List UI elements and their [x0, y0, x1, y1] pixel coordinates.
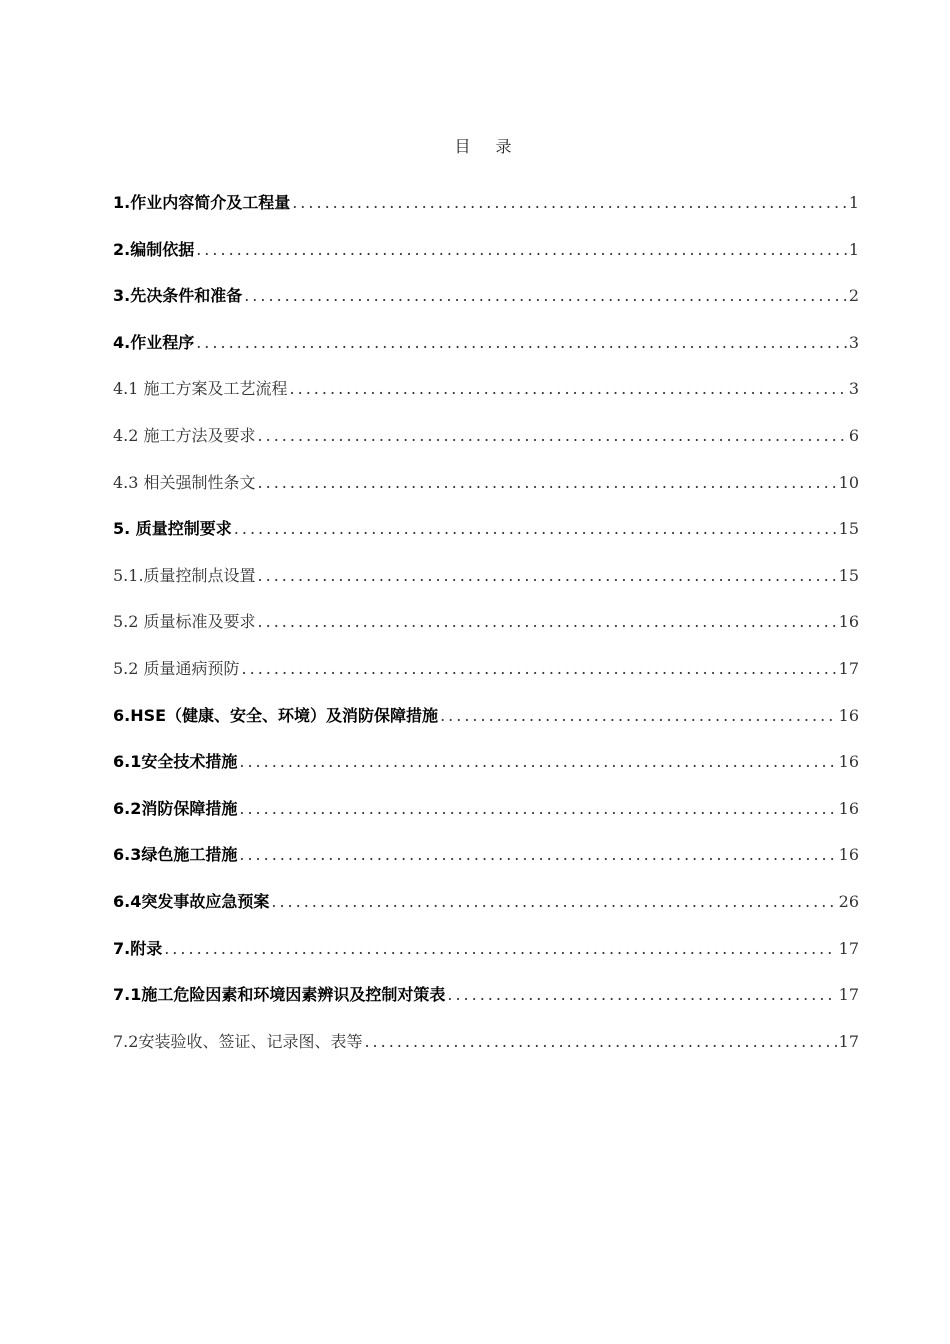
toc-entry[interactable] [113, 699, 859, 746]
toc-entry-label: 6.4突发事故应急预案 [113, 891, 270, 911]
toc-entry-label: 6.2消防保障措施 [113, 798, 238, 818]
toc-dot-leader [239, 838, 836, 872]
toc-entry[interactable] [113, 792, 859, 839]
toc-entry-label: 6.3绿色施工措施 [113, 845, 238, 865]
toc-entry-label: 6.HSE（健康、安全、环境）及消防保障措施 [113, 705, 439, 725]
toc-entry-label: 7.2安装验收、签证、记录图、表等 [113, 1031, 363, 1051]
toc-dot-leader [234, 512, 837, 546]
toc-entry-label: 1.作业内容简介及工程量 [113, 193, 291, 212]
toc-entry-label: 5.2 质量通病预防 [113, 658, 240, 678]
toc-entry[interactable] [113, 605, 859, 652]
toc-dot-leader [244, 279, 847, 313]
toc-entry[interactable] [113, 652, 859, 699]
toc-page-number: 16 [838, 705, 859, 725]
toc-dot-leader [242, 652, 837, 686]
toc-entry[interactable] [113, 745, 859, 792]
toc-entry-label: 7.1施工危险因素和环境因素辨识及控制对策表 [113, 985, 446, 1005]
toc-entry[interactable] [113, 419, 859, 466]
toc-dot-leader [258, 419, 847, 453]
toc-entry-label: 3.先决条件和准备 [113, 286, 243, 306]
toc-dot-leader [440, 699, 837, 733]
toc-page-number: 16 [838, 752, 859, 772]
toc-entry-label: 2.编制依据 [113, 239, 195, 259]
toc-page-number: 6 [848, 425, 859, 445]
toc-entry-label: 4.1 施工方案及工艺流程 [113, 379, 288, 399]
toc-entry[interactable] [113, 559, 859, 606]
toc-entry-label: 4.2 施工方法及要求 [113, 425, 256, 445]
toc-entry[interactable] [113, 233, 859, 280]
toc-entry[interactable] [113, 838, 859, 885]
toc-page-number: 2 [848, 286, 859, 306]
toc-dot-leader [258, 559, 837, 593]
toc-entry[interactable] [113, 326, 859, 373]
page-title: 目 录 [454, 137, 522, 156]
toc-entry[interactable] [113, 512, 859, 559]
toc-entry[interactable] [113, 1025, 859, 1072]
toc-entry-label: 7.附录 [113, 938, 163, 958]
toc-page-number: 26 [838, 891, 859, 911]
toc-dot-leader [447, 978, 836, 1012]
toc-dot-leader [271, 885, 836, 919]
toc-dot-leader [196, 233, 847, 267]
toc-entry-label: 5. 质量控制要求 [113, 519, 232, 539]
toc-entry[interactable] [113, 932, 859, 979]
toc-entry-label: 5.2 质量标准及要求 [113, 612, 256, 632]
toc-page-number: 16 [838, 845, 859, 865]
toc-page-number: 17 [838, 1031, 859, 1051]
toc-page-number: 16 [838, 612, 859, 632]
toc-entry[interactable] [113, 978, 859, 1025]
toc-page-number: 10 [838, 472, 859, 492]
toc-dot-leader [258, 605, 837, 639]
toc-page-number: 3 [848, 332, 859, 352]
toc-page-number: 15 [838, 565, 859, 585]
toc-entry-label: 5.1.质量控制点设置 [113, 565, 256, 585]
toc-page-number: 3 [848, 379, 859, 399]
toc-dot-leader [258, 466, 837, 500]
toc-entry[interactable] [113, 466, 859, 513]
toc-page-number: 17 [838, 985, 859, 1005]
toc-dot-leader [292, 186, 847, 220]
toc-entry[interactable] [113, 885, 859, 932]
toc-entry[interactable] [113, 186, 859, 233]
toc-dot-leader [364, 1025, 836, 1059]
toc-entry[interactable] [113, 372, 859, 419]
toc-page-number: 15 [838, 519, 859, 539]
toc-entry[interactable] [113, 279, 859, 326]
toc-entry-label: 4.作业程序 [113, 332, 195, 352]
toc-page-number: 1 [848, 193, 859, 212]
toc-dot-leader [164, 932, 836, 966]
toc-page-number: 16 [838, 798, 859, 818]
toc-page-number: 1 [848, 239, 859, 259]
toc-entry-label: 4.3 相关强制性条文 [113, 472, 256, 492]
toc-dot-leader [239, 792, 836, 826]
toc-entry-label: 6.1安全技术措施 [113, 752, 238, 772]
toc-dot-leader [290, 372, 847, 406]
table-of-contents [113, 186, 859, 1071]
toc-dot-leader [196, 326, 847, 360]
toc-page-number: 17 [838, 938, 859, 958]
toc-dot-leader [239, 745, 836, 779]
toc-page-number: 17 [838, 658, 859, 678]
